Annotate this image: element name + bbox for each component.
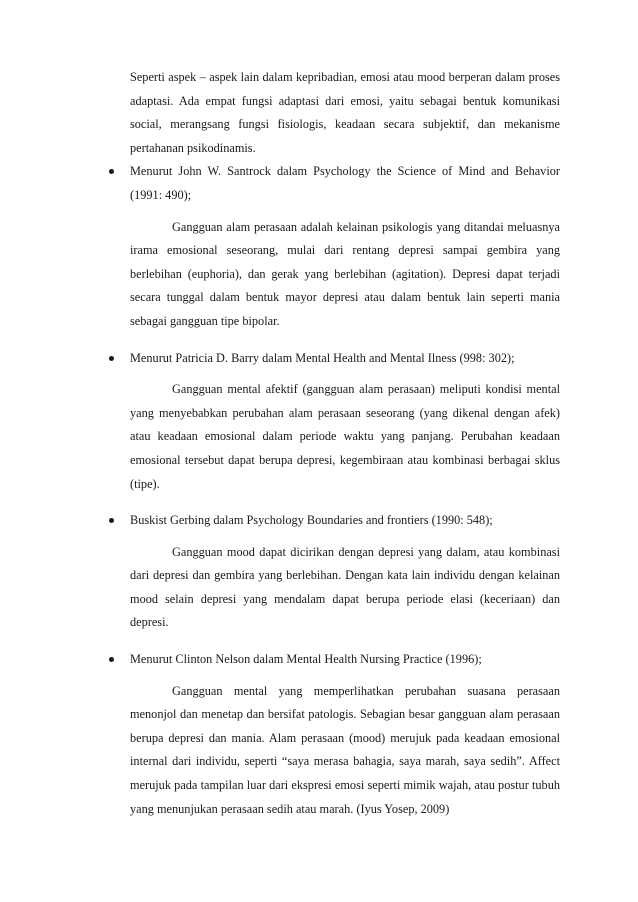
bullet-icon — [109, 657, 114, 662]
bullet-icon — [109, 169, 114, 174]
list-item-body: Gangguan mental yang memperlihatkan perubahan suasana perasaan menonjol dan menetap dan bersifat patologis. Sebagian besar gangguan alam perasaan berupa depresi dan mania. Alam perasaan (mood) merujuk pada keadaan emosional internal dari individu, seperti “saya merasa bahagia, saya marah, saya sedih”. Affect merujuk pada tampilan luar dari ekspresi emosi seperti mimik wajah, atau postur tubuh yang menunjukan perasaan sedih atau marah. (Iyus Yosep, 2009) — [130, 683, 560, 816]
list-item — [130, 160, 560, 207]
bullet-icon — [109, 518, 114, 523]
list-item-heading: Menurut John W. Santrock dalam Psychology the Science of Mind and Behavior (1991: 490); — [130, 164, 560, 202]
list-item-heading: Buskist Gerbing dalam Psychology Boundaries and frontiers (1990: 548); — [130, 513, 493, 528]
bullet-icon — [109, 356, 114, 361]
list-item-heading: Menurut Patricia D. Barry dalam Mental Health and Mental Ilness (998: 302); — [130, 350, 515, 365]
list-item — [130, 648, 560, 672]
list-item — [130, 509, 560, 533]
list-item-heading: Menurut Clinton Nelson dalam Mental Health Nursing Practice (1996); — [130, 652, 482, 667]
list-item-body: Gangguan mental afektif (gangguan alam perasaan) meliputi kondisi mental yang menyebabkan perubahan alam perasaan seseorang (yang dikenal dengan afek) atau keadaan emosional dalam periode waktu yang panjang. Perubahan keadaan emosional tersebut dapat berupa depresi, kegembiraan atau kombinasi berbagai sklus (tipe). — [130, 382, 560, 491]
document-body — [130, 66, 560, 821]
intro-paragraph: Seperti aspek – aspek lain dalam kepribadian, emosi atau mood berperan dalam proses adaptasi. Ada empat fungsi adaptasi dari emosi, yaitu sebagai bentuk komunikasi social, merangsang fungsi fisiologis, keadaan secara subjektif, dan mekanisme pertahanan psikodinamis. — [130, 70, 560, 155]
list-item — [130, 347, 560, 371]
list-item-body: Gangguan alam perasaan adalah kelainan psikologis yang ditandai meluasnya irama emosional seseorang, mulai dari rentang depresi sampai gembira yang berlebihan (euphoria), dan gerak yang berlebihan (agitation). Depresi dapat terjadi secara tunggal dalam bentuk mayor depresi atau dalam bentuk lain seperti mania sebagai gangguan tipe bipolar. — [130, 219, 560, 328]
list-item-body: Gangguan mood dapat dicirikan dengan depresi yang dalam, atau kombinasi dari depresi dan gembira yang berlebihan. Dengan kata lain individu dengan kelainan mood selain depresi yang mendalam dapat berupa periode elasi (keceriaan) dan depresi. — [130, 544, 560, 630]
